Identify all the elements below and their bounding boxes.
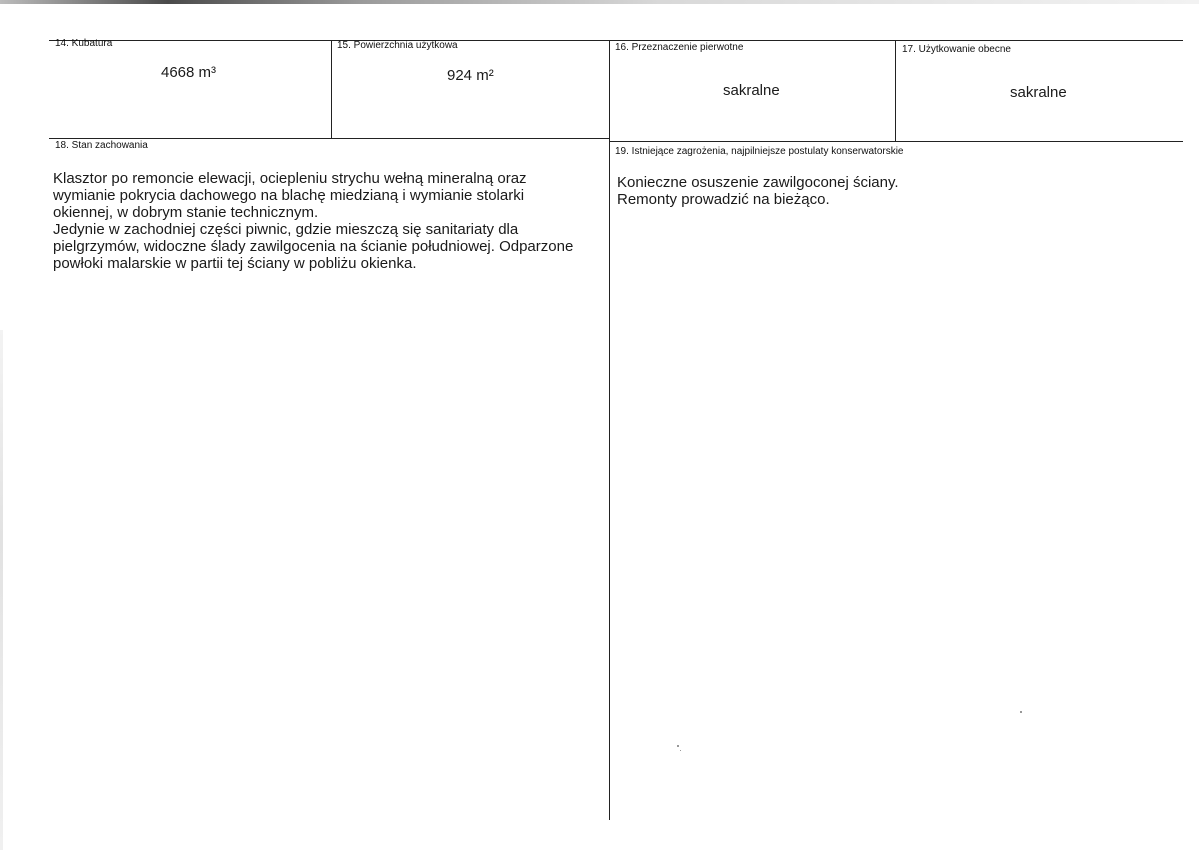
zagrozenia-text: Konieczne osuszenie zawilgoconej ściany. Remonty prowadzić na bieżąco. — [617, 174, 899, 208]
divider-14-15 — [331, 40, 332, 139]
uzytkowanie-value: sakralne — [1010, 84, 1067, 101]
scan-speck — [677, 745, 679, 747]
stan-label: 18. Stan zachowania — [55, 140, 148, 151]
divider-center — [609, 40, 610, 820]
table-top-border — [49, 40, 1183, 41]
przeznaczenie-value: sakralne — [723, 82, 780, 99]
kubatura-label: 14. Kubatura — [55, 38, 113, 49]
kubatura-value: 4668 m³ — [161, 64, 217, 81]
row-divider-right — [609, 141, 1183, 142]
scan-edge-shadow — [0, 0, 1199, 4]
stan-text: Klasztor po remoncie elewacji, ociepleniu strychu wełną mineralną oraz wymianie pokrycia dachowego na blachę miedzianą i wymianie stolarki okiennej, w dobrym stanie technicznym. Jedynie w zachodniej części piwnic, gdzie mieszczą się sanitariaty dla pielgrzymów, widoczne ślady zawilgocenia na ścianie południowej. Odparzone powłoki malarskie w partii tej ściany w pobliżu okienka. — [53, 170, 574, 272]
divider-16-17 — [895, 40, 896, 141]
zagrozenia-label: 19. Istniejące zagrożenia, najpilniejsze postulaty konserwatorskie — [615, 146, 904, 157]
przeznaczenie-label: 16. Przeznaczenie pierwotne — [615, 42, 744, 53]
scan-speck — [1020, 711, 1022, 713]
scan-speck — [680, 750, 681, 751]
scan-edge-left-shadow — [0, 330, 3, 850]
powierzchnia-label: 15. Powierzchnia użytkowa — [337, 40, 458, 51]
uzytkowanie-label: 17. Użytkowanie obecne — [902, 44, 1011, 55]
row-divider-left — [49, 138, 609, 139]
powierzchnia-value: 924 m² — [447, 67, 494, 84]
